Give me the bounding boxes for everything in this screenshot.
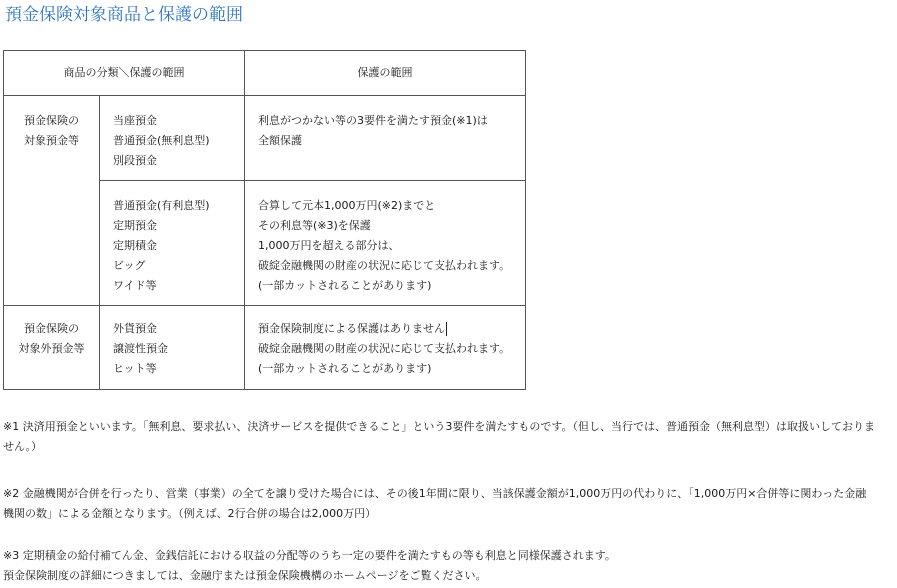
footnote-3 <box>3 546 893 586</box>
footnote-line: せん。） <box>3 440 43 453</box>
table-header-row <box>4 51 526 96</box>
group-cell-not-covered <box>4 306 100 390</box>
products-cell <box>100 306 245 390</box>
header-scope-cell: 保護の範囲 <box>245 51 526 96</box>
footnote-2 <box>3 484 893 524</box>
group-label-line: 預金保険の <box>24 322 79 335</box>
table-row <box>4 96 526 181</box>
product-item: 普通預金(無利息型) <box>113 134 210 147</box>
footnote-line: 預金保険制度の詳細につきましては、金融庁または預金保険機構のホームページをご覧ください。 <box>3 569 487 582</box>
scope-line: 1,000万円を超える部分は、 <box>258 239 400 252</box>
table-row <box>4 306 526 390</box>
footnote-line: ※2 金融機関が合併を行ったり、営業（事業）の全てを譲り受けた場合には、その後1年間に限り、当該保護金額が1,000万円の代わりに、「1,000万円×合併等に関わった金融 <box>3 487 867 500</box>
text-cursor <box>446 322 447 336</box>
group-label-line: 預金保険の <box>24 114 79 127</box>
product-item: 別段預金 <box>113 154 157 167</box>
product-item: 定期預金 <box>113 219 157 232</box>
products-cell <box>100 96 245 181</box>
scope-line <box>258 319 525 339</box>
product-item: ビッグ <box>113 259 146 272</box>
scope-line: 全額保護 <box>258 134 302 147</box>
scope-line: 利息がつかない等の3要件を満たす預金(※1)は <box>258 114 488 127</box>
scope-cell <box>245 181 526 306</box>
footnote-line: ※1 決済用預金といいます。「無利息、要求払い、決済サービスを提供できること」という3要件を満たすものです。（但し、当行では、普通預金（無利息型）は取扱いしておりま <box>3 420 875 433</box>
scope-line: 合算して元本1,000万円(※2)までと <box>258 199 436 212</box>
footnote-line: 機関の数」による金額となります。（例えば、2行合併の場合は2,000万円） <box>3 507 377 520</box>
group-label-line: 対象外預金等 <box>18 342 85 355</box>
scope-line: 破綻金融機関の財産の状況に応じて支払われます。 <box>258 342 511 355</box>
product-item: 普通預金(有利息型) <box>113 199 210 212</box>
scope-cell <box>245 306 526 390</box>
products-cell <box>100 181 245 306</box>
scope-cell <box>245 96 526 181</box>
product-item: 譲渡性預金 <box>113 342 168 355</box>
scope-line: その利息等(※3)を保護 <box>258 219 371 232</box>
page-title: 預金保険対象商品と保護の範囲 <box>5 5 243 25</box>
header-category-cell: 商品の分類＼保護の範囲 <box>4 51 245 96</box>
scope-line: 破綻金融機関の財産の状況に応じて支払われます。 <box>258 259 511 272</box>
product-item: 外貨預金 <box>113 322 157 335</box>
footnote-1 <box>3 417 893 457</box>
product-item: 定期積金 <box>113 239 157 252</box>
group-cell-covered <box>4 96 100 306</box>
scope-line: (一部カットされることがあります) <box>258 279 432 292</box>
footnote-line: ※3 定期積金の給付補てん金、金銭信託における収益の分配等のうち一定の要件を満たすもの等も利息と同様保護されます。 <box>3 549 616 562</box>
product-item: ワイド等 <box>113 279 157 292</box>
product-item: 当座預金 <box>113 114 157 127</box>
deposit-protection-table <box>3 50 526 390</box>
scope-line-text: 預金保険制度による保護はありません <box>258 322 445 335</box>
scope-line: (一部カットされることがあります) <box>258 362 432 375</box>
group-label-line: 対象預金等 <box>24 134 79 147</box>
product-item: ヒット等 <box>113 362 157 375</box>
